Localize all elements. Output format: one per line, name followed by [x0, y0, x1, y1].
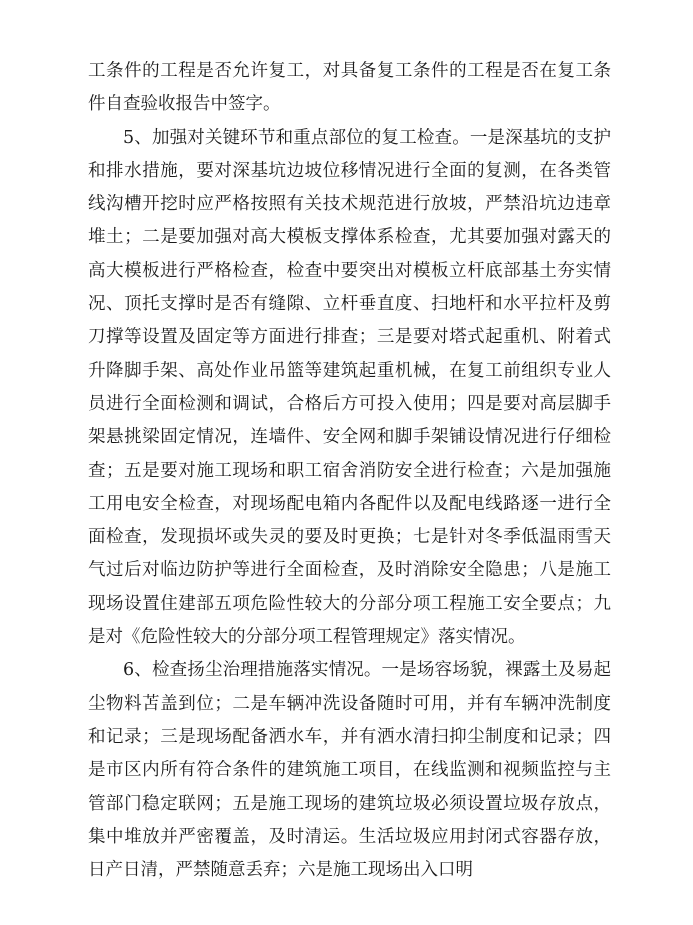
document-body — [88, 55, 611, 887]
paragraph-continuation: 工条件的工程是否允许复工，对具备复工条件的工程是否在复工条件自查验收报告中签字。 — [88, 61, 611, 115]
paragraph-item-6: 6、检查扬尘治理措施落实情况。一是场容场貌，裸露土及易起尘物料苫盖到位；二是车辆冲洗设备随时可用，并有车辆冲洗制度和记录；三是现场配备洒水车，并有洒水清扫抑尘制度和记录；四是市区内所有符合条件的建筑施工项目，在线监测和视频监控与主管部门稳定联网；五是施工现场的建筑垃圾必须设置垃圾存放点，集中堆放并严密覆盖，及时清运。生活垃圾应用封闭式容器存放，日产日清，严禁随意丢弃；六是施工现场出入口明 — [88, 660, 611, 881]
paragraph-item-5: 5、加强对关键环节和重点部位的复工检查。一是深基坑的支护和排水措施，要对深基坑边坡位移情况进行全面的复测，在各类管线沟槽开挖时应严格按照有关技术规范进行放坡，严禁沿坑边违章堆土；二是要加强对高大模板支撑体系检查，尤其要加强对露天的高大模板进行严格检查，检查中要突出对模板立杆底部基土夯实情况、顶托支撑时是否有缝隙、立杆垂直度、扫地杆和水平拉杆及剪刀撑等设置及固定等方面进行排查；三是要对塔式起重机、附着式升降脚手架、高处作业吊篮等建筑起重机械，在复工前组织专业人员进行全面检测和调试，合格后方可投入使用；四是要对高层脚手架悬挑梁固定情况，连墙件、安全网和脚手架铺设情况进行仔细检查；五是要对施工现场和职工宿舍消防安全进行检查；六是加强施工用电安全检查，对现场配电箱内各配件以及配电线路逐一进行全面检查，发现损坏或失灵的要及时更换；七是针对冬季低温雨雪天气过后对临边防护等进行全面检查，及时消除安全隐患；八是施工现场设置住建部五项危险性较大的分部分项工程施工安全要点；九是对《危险性较大的分部分项工程管理规定》落实情况。 — [88, 127, 611, 648]
